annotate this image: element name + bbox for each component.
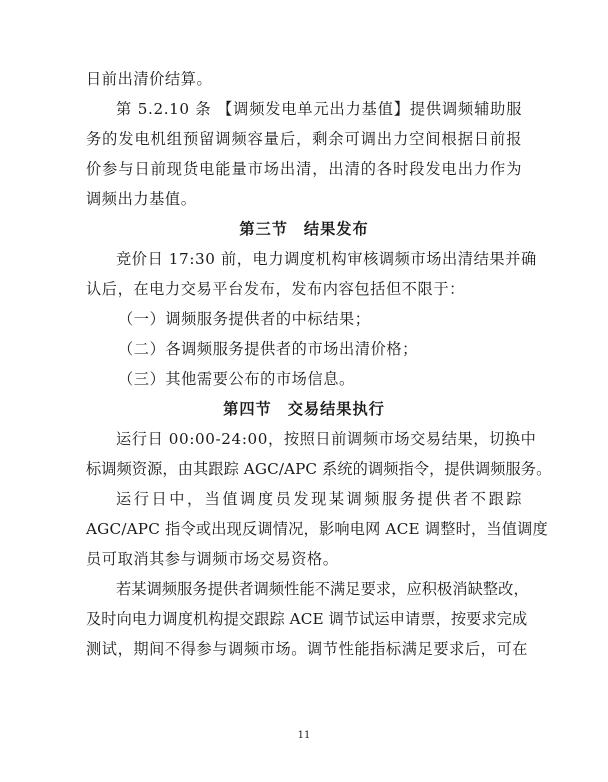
paragraph-line: 认后，在电力交易平台发布，发布内容包括但不限于： bbox=[86, 280, 465, 298]
paragraph-line: 运行日 00:00-24:00，按照日前调频市场交易结果，切换中 bbox=[116, 430, 537, 448]
paragraph-line: AGC/APC 指令或出现反调情况，影响电网 ACE 调整时，当值调度 bbox=[86, 520, 548, 538]
section-title: 交易结果执行 bbox=[287, 400, 385, 418]
paragraph-line: 测试，期间不得参与调频市场。调节性能指标满足要求后，可在 bbox=[86, 640, 529, 658]
section-number: 第三节 bbox=[239, 220, 288, 238]
paragraph-line: 员可取消其参与调频市场交易资格。 bbox=[86, 550, 339, 568]
paragraph-line: 第 5.2.10 条 【调频发电单元出力基值】提供调频辅助服 bbox=[116, 100, 522, 118]
paragraph-line: 日前出清价结算。 bbox=[86, 70, 213, 88]
paragraph-line: 竞价日 17:30 前，电力调度机构审核调频市场出清结果并确 bbox=[116, 250, 537, 268]
section-title: 结果发布 bbox=[303, 220, 369, 238]
paragraph-line: 若某调频服务提供者调频性能不满足要求，应积极消缺整改， bbox=[116, 580, 529, 598]
paragraph-line: 及时向电力调度机构提交跟踪 ACE 调节试运申请票，按要求完成 bbox=[86, 610, 528, 628]
list-item: （二）各调频服务提供者的市场出清价格； bbox=[118, 340, 418, 358]
list-item: （一）调频服务提供者的中标结果； bbox=[118, 310, 371, 328]
paragraph-line: 调频出力基值。 bbox=[86, 190, 197, 208]
page-content bbox=[86, 64, 552, 664]
list-item: （三）其他需要公布的市场信息。 bbox=[118, 370, 355, 388]
paragraph-line: 标调频资源，由其跟踪 AGC/APC 系统的调频指令，提供调频服务。 bbox=[86, 460, 552, 478]
paragraph-line: 务的发电机组预留调频容量后，剩余可调出力空间根据日前报 bbox=[86, 130, 522, 148]
section-heading bbox=[86, 394, 522, 424]
section-number: 第四节 bbox=[223, 400, 272, 418]
paragraph-line: 运行日中，当值调度员发现某调频服务提供者不跟踪 bbox=[116, 490, 522, 508]
section-heading bbox=[86, 214, 522, 244]
page-number: 11 bbox=[297, 730, 311, 741]
paragraph-line: 价参与日前现货电能量市场出清，出清的各时段发电出力作为 bbox=[86, 160, 522, 178]
